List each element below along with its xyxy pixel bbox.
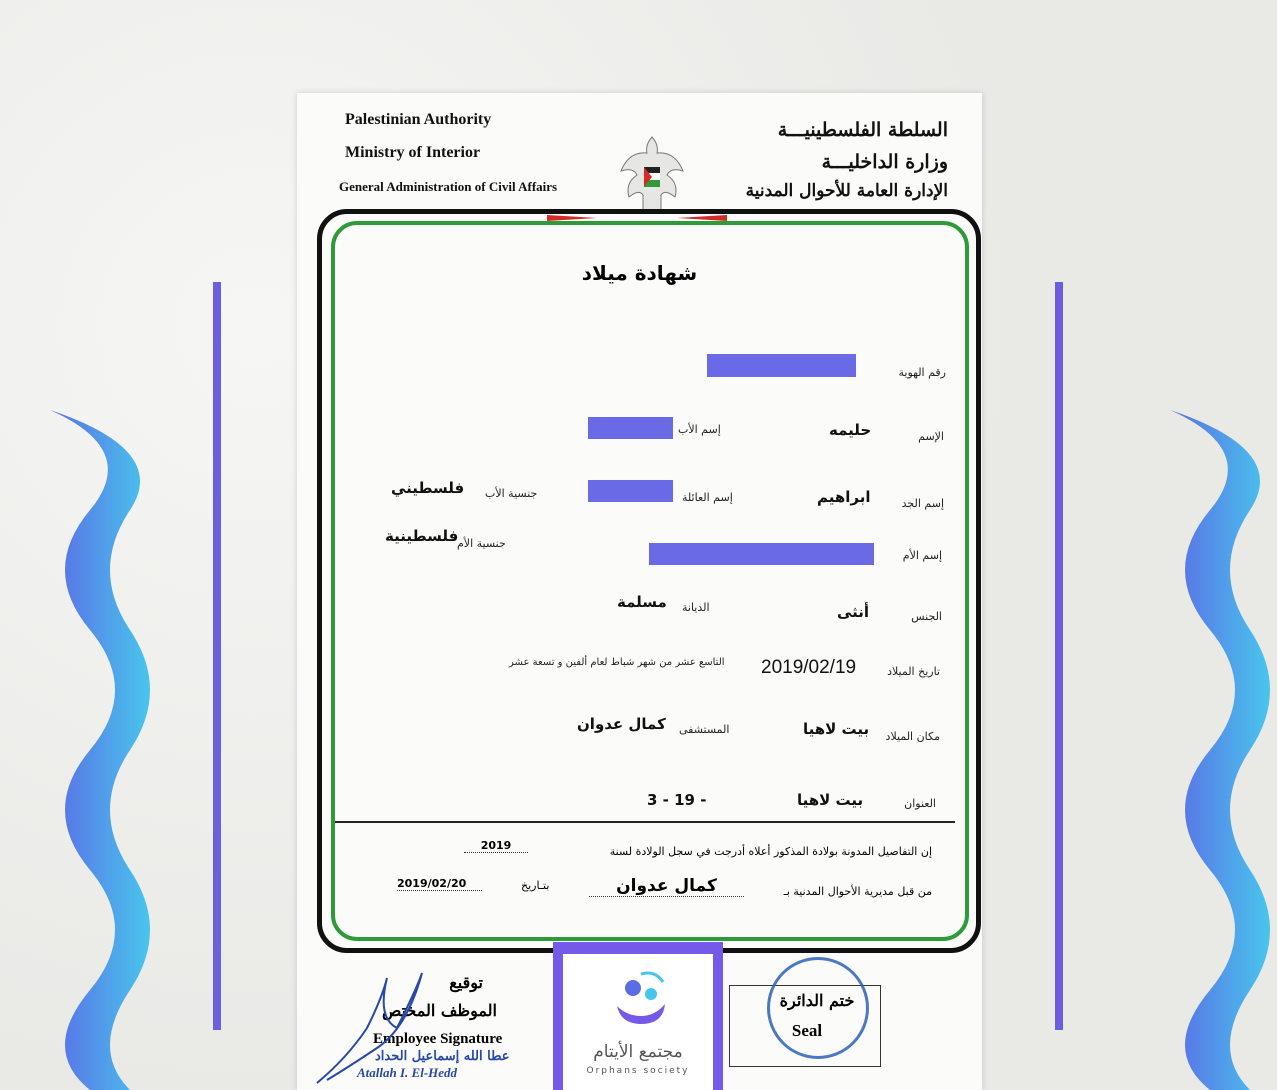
registry-year: 2019	[464, 839, 528, 853]
header-en-admin: General Administration of Civil Affairs	[339, 179, 558, 194]
hospital-value: كمال عدوان	[577, 715, 666, 733]
left-accent-bar	[213, 282, 221, 1030]
id-label: رقم الهوية	[898, 366, 946, 379]
redacted-id	[707, 354, 856, 377]
father-nationality-label: جنسية الأب	[485, 487, 538, 500]
birth-certificate	[297, 93, 982, 1090]
signature-label-en: Employee Signature	[373, 1031, 503, 1047]
name-label: الإسم	[918, 430, 944, 443]
certificate-title: شهادة ميلاد	[581, 261, 698, 285]
left-wave-decoration	[30, 410, 150, 1090]
name-value: حليمه	[829, 421, 872, 439]
mother-nationality-value: فلسطينية	[385, 527, 459, 545]
date-label: بتـاريخ	[521, 879, 550, 892]
right-accent-bar	[1055, 282, 1063, 1030]
dob-value: 2019/02/19	[761, 657, 857, 678]
mother-label: إسم الأم	[902, 549, 942, 562]
seal-label-en: Seal	[791, 1021, 823, 1040]
address-number: 3 - 19 -	[647, 791, 707, 809]
hospital-label: المستشفى	[679, 723, 730, 736]
family-name-label: إسم العائلة	[682, 491, 733, 504]
header-ar-authority: السلطة الفلسطينيـــة	[777, 119, 948, 141]
seal-label-ar: ختم الدائرة	[779, 991, 855, 1010]
gender-value: أنثى	[837, 603, 870, 621]
header-en-authority: Palestinian Authority	[345, 111, 492, 128]
religion-value: مسلمة	[617, 593, 667, 611]
logo-name-ar: مجتمع الأيتام	[593, 1042, 683, 1062]
father-nationality-value: فلسطيني	[391, 479, 465, 497]
flag-stripe-icon	[547, 211, 727, 225]
inner-green-border	[331, 221, 969, 941]
header-en-ministry: Ministry of Interior	[345, 144, 481, 161]
orphans-society-logo	[553, 942, 723, 1090]
dob-label: تاريخ الميلاد	[887, 665, 940, 678]
address-value: بيت لاهيا	[797, 791, 864, 809]
grandfather-value: ابراهيم	[817, 488, 871, 506]
directorate-value: كمال عدوان	[589, 876, 744, 897]
religion-label: الديانة	[682, 601, 710, 614]
header-ar-admin: الإدارة العامة للأحوال المدنية	[745, 181, 948, 201]
right-wave-decoration	[1150, 410, 1270, 1090]
signature-label-ar2: الموظف المختص	[381, 1001, 497, 1020]
redacted-mother-name	[649, 543, 874, 565]
signature-label-ar1: توقيع	[449, 973, 483, 992]
orphans-society-logo-icon	[611, 968, 671, 1028]
pob-value: بيت لاهيا	[803, 720, 870, 738]
mother-nationality-label: جنسية الأم	[457, 537, 506, 550]
divider-line	[335, 821, 955, 823]
handwritten-signature-icon	[307, 968, 437, 1088]
redacted-father-name	[588, 417, 673, 439]
gender-label: الجنس	[911, 610, 942, 623]
logo-name-en: Orphans society	[586, 1066, 690, 1076]
header-ar-ministry: وزارة الداخليـــة	[821, 151, 948, 173]
pob-label: مكان الميلاد	[885, 730, 940, 743]
grandfather-label: إسم الجد	[901, 497, 944, 510]
registry-text: إن التفاصيل المدونة بولادة المذكور أعلاه أدرجت في سجل الولادة لسنة	[609, 845, 932, 858]
address-label: العنوان	[904, 797, 936, 810]
father-name-label: إسم الأب	[678, 423, 721, 436]
redacted-family-name	[588, 480, 673, 502]
signer-stamp-ar: عطا الله إسماعيل الحداد	[375, 1049, 510, 1064]
signer-stamp-en: Atallah I. El-Hedd	[357, 1065, 458, 1080]
dob-in-words: التاسع عشر من شهر شباط لعام ألفين و تسعة عشر	[509, 657, 725, 668]
date-value: 2019/02/20	[397, 877, 482, 891]
directorate-text: من قبل مديرية الأحوال المدنية بـ	[783, 885, 932, 898]
